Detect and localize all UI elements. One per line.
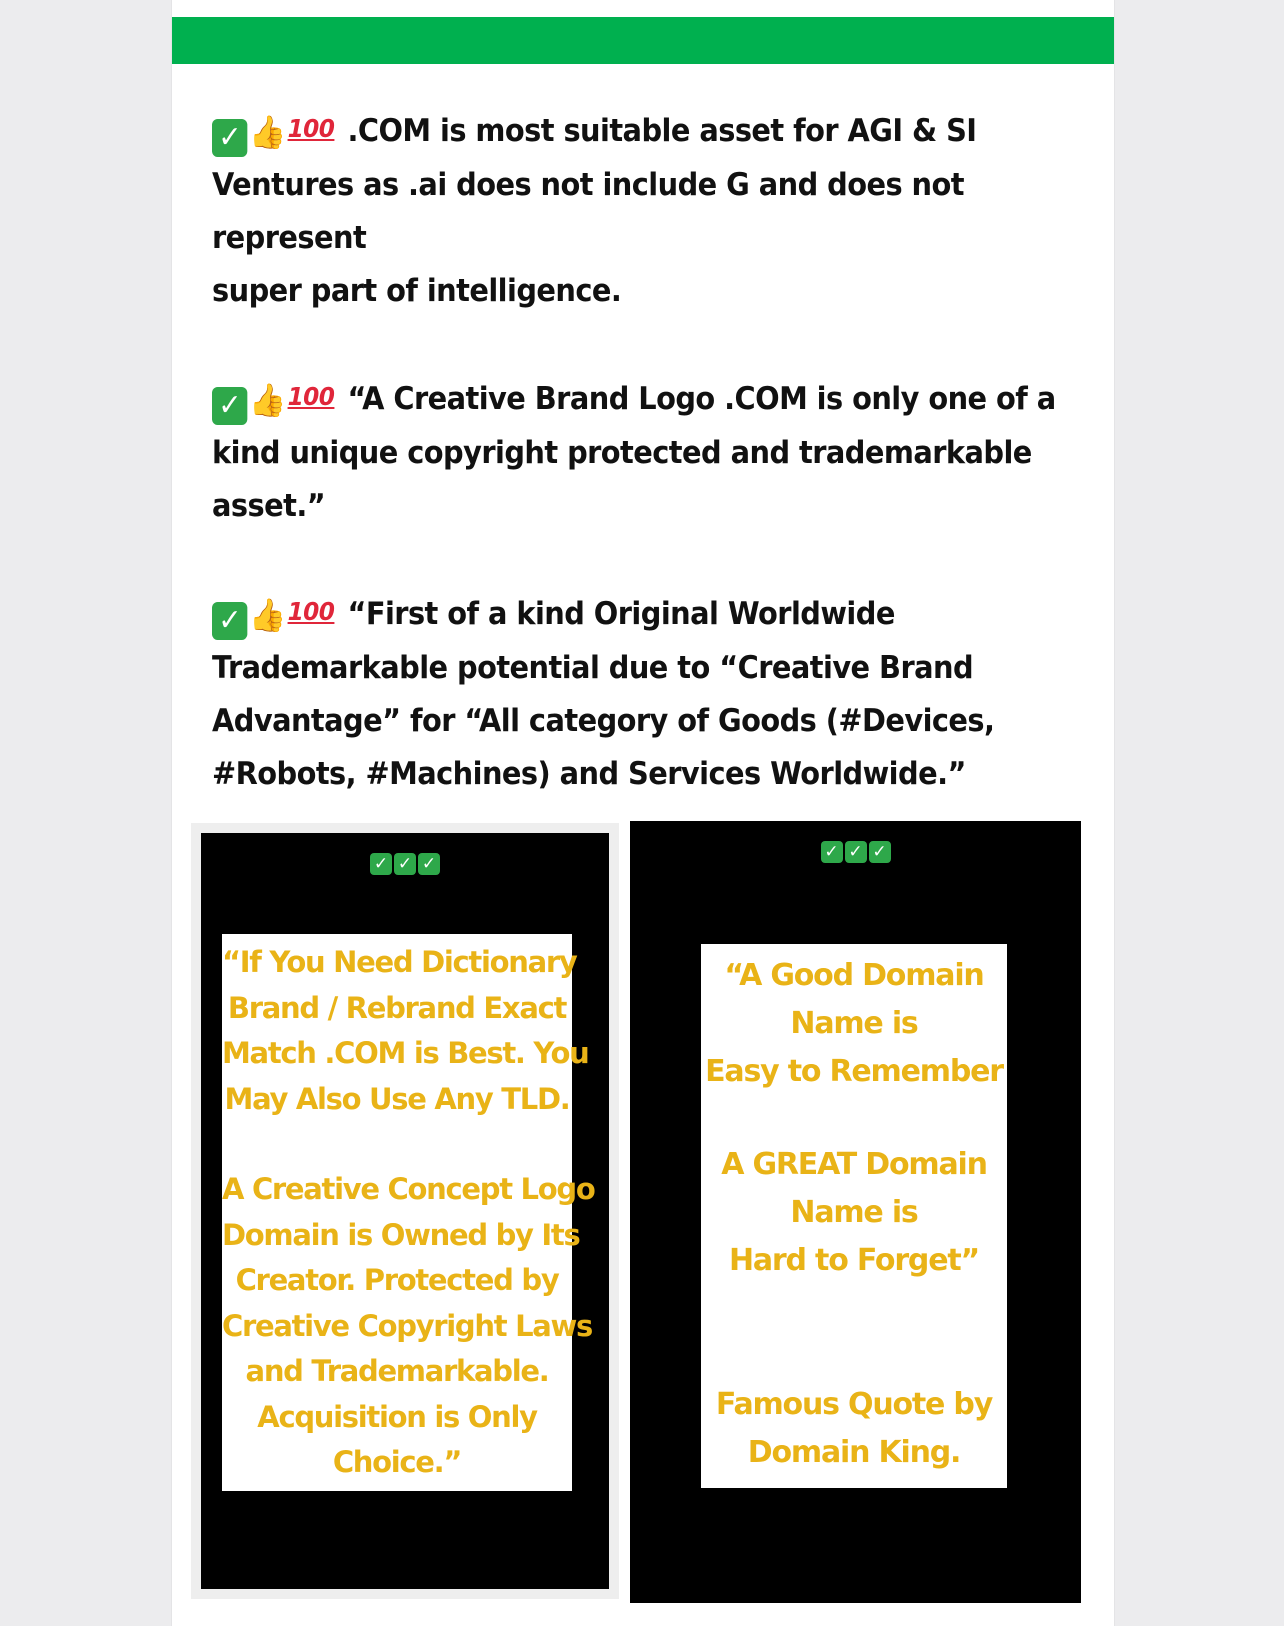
post-line: “A Creative Brand Logo .COM is only one of a xyxy=(347,381,1056,417)
quote-line: and Trademarkable. xyxy=(245,1354,549,1388)
check-mark-button-icon: ✓ xyxy=(212,387,247,425)
quote-line: Choice.” xyxy=(332,1445,462,1479)
emoji-group xyxy=(212,370,334,427)
quote-line: Domain King. xyxy=(747,1435,961,1470)
post-line: #Robots, #Machines) and Services Worldwide.” xyxy=(212,756,966,792)
hundred-points-icon: 100 xyxy=(287,382,335,411)
quote-line: “If You Need Dictionary xyxy=(222,945,577,979)
quote-spacer xyxy=(701,1096,1007,1141)
emoji-group xyxy=(212,585,334,642)
checks-row xyxy=(201,853,609,875)
post-line: super part of intelligence. xyxy=(212,273,622,309)
quote-line: Creator. Protected by xyxy=(235,1263,559,1297)
quote-line: Acquisition is Only xyxy=(257,1399,537,1434)
quote-line: Name is xyxy=(790,1195,918,1230)
check-mark-button-icon: ✓ xyxy=(212,119,247,157)
post-line: kind unique copyright protected and trademarkable xyxy=(212,435,1032,471)
post-paragraph-3 xyxy=(212,585,1068,801)
hundred-points-icon: 100 xyxy=(287,597,335,626)
post-text xyxy=(212,102,1072,853)
post-line: Ventures as .ai does not include G and does not represent xyxy=(212,167,964,256)
quote-line: Brand / Rebrand Exact xyxy=(227,990,567,1025)
thumbs-up-icon: 👍 xyxy=(249,381,286,419)
quote-spacer xyxy=(701,1285,1007,1381)
check-mark-button-icon: ✓ xyxy=(845,841,867,863)
quote-card xyxy=(222,934,595,1491)
quote-line: Easy to Remember xyxy=(705,1054,1003,1089)
check-mark-button-icon: ✓ xyxy=(370,853,392,875)
quote-line: “A Good Domain xyxy=(724,958,984,993)
quote-line: May Also Use Any TLD. xyxy=(224,1081,570,1116)
post-paragraph-1 xyxy=(212,102,1068,318)
check-mark-button-icon: ✓ xyxy=(821,841,843,863)
post-card xyxy=(171,0,1115,1626)
quote-line: A GREAT Domain xyxy=(721,1147,987,1182)
post-paragraph-2 xyxy=(212,370,1068,533)
check-mark-button-icon: ✓ xyxy=(418,853,440,875)
quote-line: Match .COM is Best. You xyxy=(222,1036,589,1070)
green-banner xyxy=(172,17,1114,64)
check-mark-button-icon: ✓ xyxy=(394,853,416,875)
checks-row xyxy=(630,841,1081,863)
thumbs-up-icon: 👍 xyxy=(249,113,286,151)
post-line: “First of a kind Original Worldwide xyxy=(347,596,895,632)
post-line: .COM is most suitable asset for AGI & SI xyxy=(347,113,977,149)
quote-line: Famous Quote by xyxy=(715,1387,993,1422)
thumbs-up-icon: 👍 xyxy=(249,596,286,634)
quote-line: Name is xyxy=(790,1006,918,1041)
quote-image-right[interactable] xyxy=(630,821,1081,1603)
quote-card xyxy=(701,944,1007,1488)
quote-line: A Creative Concept Logo xyxy=(222,1172,595,1206)
post-line: Trademarkable potential due to “Creative Brand xyxy=(212,650,974,686)
quote-line: Domain is Owned by Its xyxy=(222,1217,580,1252)
quote-line: Creative Copyright Laws xyxy=(222,1308,592,1343)
check-mark-button-icon: ✓ xyxy=(212,602,247,640)
quote-line: Hard to Forget” xyxy=(728,1243,980,1278)
post-line: Advantage” for “All category of Goods (#Devices, xyxy=(212,703,995,739)
quote-spacer xyxy=(222,1122,572,1167)
emoji-group xyxy=(212,102,334,159)
hundred-points-icon: 100 xyxy=(287,114,335,143)
quote-image-left[interactable] xyxy=(201,833,609,1589)
check-mark-button-icon: ✓ xyxy=(869,841,891,863)
top-strip xyxy=(172,0,1114,17)
post-line: asset.” xyxy=(212,488,326,524)
